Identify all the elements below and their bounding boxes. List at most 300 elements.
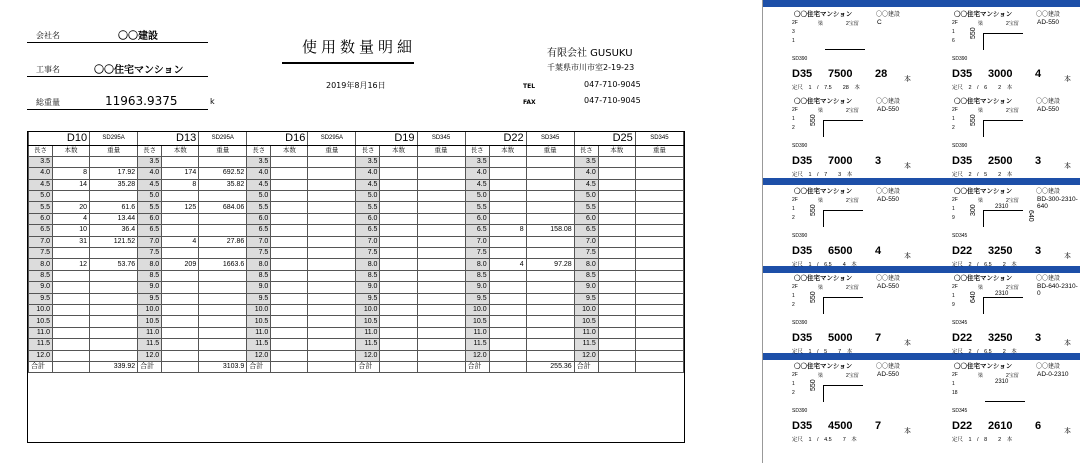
bar-label-card: [763, 186, 921, 270]
bar-label-card: [763, 96, 921, 180]
weight-cell: [90, 293, 138, 304]
table-row: [29, 350, 684, 361]
quantity-unit: 本: [904, 253, 911, 260]
bar-diameter: D22: [952, 420, 973, 432]
count-cell: [271, 259, 308, 270]
bar-mark-b: 6: [952, 38, 955, 44]
length-cell: 7.5: [247, 248, 271, 259]
length-cell: 11.0: [247, 327, 271, 338]
length-cell: 7.5: [138, 248, 162, 259]
quantity-unit: 本: [1064, 253, 1071, 260]
length-cell: 3.5: [247, 156, 271, 167]
table-row: [29, 156, 684, 167]
bar-mark-a: 1: [792, 381, 795, 387]
steel-grade: SD345: [952, 320, 968, 326]
weight-cell: [417, 304, 465, 315]
bar-quantity: 7: [875, 332, 882, 344]
total-weight-cell: 339.92: [90, 361, 138, 372]
count-cell: [271, 236, 308, 247]
count-cell: [162, 327, 199, 338]
weight-cell: [635, 304, 683, 315]
length-cell: 10.5: [247, 316, 271, 327]
quantity-unit: 本: [1064, 163, 1071, 170]
weight-cell: 35.82: [199, 179, 247, 190]
weight-cell: [417, 179, 465, 190]
bar-diameter: D35: [792, 245, 813, 257]
count-cell: 174: [162, 168, 199, 179]
bar-type: 2宝留: [1006, 21, 1019, 27]
company-value: 〇〇建設: [118, 31, 158, 42]
column-header-row: [29, 145, 684, 156]
weight-cell: [308, 225, 356, 236]
length-cell: 10.5: [356, 316, 380, 327]
count-cell: 4: [489, 259, 526, 270]
stock-length-note: 定尺 2 / 6 2 本: [952, 85, 1013, 91]
floor-code: 2F: [792, 197, 798, 203]
count-cell: [162, 191, 199, 202]
count-cell: [271, 202, 308, 213]
weight-cell: [199, 191, 247, 202]
length-cell: 3.5: [574, 156, 598, 167]
count-cell: [53, 304, 90, 315]
length-cell: 12.0: [356, 350, 380, 361]
weight-cell: 692.52: [199, 168, 247, 179]
weight-cell: [90, 327, 138, 338]
length-cell: 4.5: [29, 179, 53, 190]
bar-length: 3250: [988, 245, 1013, 257]
count-cell: [380, 168, 417, 179]
member-type: 梁: [978, 21, 984, 27]
bend-shape-diagram: [823, 297, 863, 314]
stock-length-note: 定尺 1 / 8 2 本: [952, 437, 1013, 443]
length-cell: 11.5: [247, 339, 271, 350]
length-cell: 8.0: [465, 259, 489, 270]
total-label: 合計: [138, 361, 162, 372]
bar-label-card: [923, 9, 1081, 93]
length-cell: 7.0: [247, 236, 271, 247]
bend-shape-diagram: [983, 297, 1023, 314]
steel-grade: SD390: [792, 233, 808, 239]
length-cell: 4.0: [247, 168, 271, 179]
weight-cell: [635, 327, 683, 338]
weight-cell: 61.6: [90, 202, 138, 213]
table-row: [29, 327, 684, 338]
weight-cell: [635, 236, 683, 247]
length-cell: 11.0: [29, 327, 53, 338]
length-cell: 9.0: [574, 282, 598, 293]
count-cell: 8: [162, 179, 199, 190]
client-name: 〇〇建設: [1036, 364, 1061, 370]
count-cell: 8: [489, 225, 526, 236]
weight-cell: [526, 293, 574, 304]
length-cell: 8.0: [574, 259, 598, 270]
total-count-cell: [162, 361, 199, 372]
stock-length-note: 定尺 2 / 5 2 本: [952, 172, 1013, 178]
count-cell: 20: [53, 202, 90, 213]
total-weight-cell: [635, 361, 683, 372]
quantity-unit: 本: [1064, 76, 1071, 83]
length-cell: 10.0: [247, 304, 271, 315]
table-row: [29, 339, 684, 350]
length-cell: 7.0: [356, 236, 380, 247]
length-cell: 5.0: [465, 191, 489, 202]
length-cell: 10.0: [465, 304, 489, 315]
site-name: 〇〇住宅マンション: [954, 363, 1013, 370]
bend-shape-diagram: [983, 210, 1023, 227]
bar-mark-b: 2: [792, 302, 795, 308]
column-header-length: 長さ: [574, 145, 598, 156]
count-cell: 4: [162, 236, 199, 247]
length-cell: 4.0: [356, 168, 380, 179]
client-name: 〇〇建設: [876, 189, 901, 195]
weight-cell: [199, 339, 247, 350]
weight-cell: 36.4: [90, 225, 138, 236]
bend-dimension: 550: [810, 204, 817, 216]
count-cell: [162, 156, 199, 167]
span-dimension: 2310: [995, 204, 1009, 210]
bar-quantity: 4: [1035, 68, 1042, 80]
fax-label: FAX: [523, 99, 536, 106]
weight-cell: [635, 259, 683, 270]
tel-value: 047-710-9045: [584, 80, 641, 89]
weight-cell: [417, 350, 465, 361]
stock-length-note: 定尺 1 / 4.5 7 本: [792, 437, 857, 443]
bar-mark-a: 1: [952, 29, 955, 35]
column-header-count: 本数: [162, 145, 199, 156]
column-header-length: 長さ: [29, 145, 53, 156]
weight-cell: [526, 236, 574, 247]
weight-cell: 158.08: [526, 225, 574, 236]
length-cell: 4.5: [465, 179, 489, 190]
length-cell: 4.0: [574, 168, 598, 179]
column-header-count: 本数: [380, 145, 417, 156]
bar-label-card: [763, 9, 921, 93]
bar-mark-b: 2: [952, 125, 955, 131]
weight-cell: [308, 213, 356, 224]
length-cell: 5.5: [356, 202, 380, 213]
column-header-weight: 重量: [417, 145, 465, 156]
count-cell: [489, 202, 526, 213]
stock-length-note: 定尺 1 / 7.5 28 本: [792, 85, 860, 91]
length-cell: 7.5: [356, 248, 380, 259]
length-cell: 10.0: [138, 304, 162, 315]
bar-length: 3250: [988, 332, 1013, 344]
bar-type: 2宝留: [846, 373, 859, 379]
weight-cell: [417, 202, 465, 213]
count-cell: [489, 350, 526, 361]
length-cell: 4.5: [356, 179, 380, 190]
count-cell: [489, 191, 526, 202]
floor-code: 2F: [792, 20, 798, 26]
count-cell: [162, 213, 199, 224]
weight-cell: [417, 213, 465, 224]
bar-mark-a: 1: [952, 206, 955, 212]
bar-length: 7000: [828, 155, 853, 167]
weight-cell: 121.52: [90, 236, 138, 247]
bar-diameter: D22: [952, 245, 973, 257]
client-name: 〇〇建設: [876, 364, 901, 370]
length-cell: 4.5: [574, 179, 598, 190]
bend-dimension: 300: [970, 204, 977, 216]
bar-length: 2610: [988, 420, 1013, 432]
count-cell: [53, 270, 90, 281]
diameter-name: D13: [138, 132, 199, 145]
count-cell: [380, 156, 417, 167]
shape-code: AD-550: [877, 371, 900, 378]
steel-grade: SD345: [635, 132, 683, 145]
bar-quantity: 3: [1035, 332, 1042, 344]
table-row: [29, 316, 684, 327]
count-cell: 209: [162, 259, 199, 270]
column-header-weight: 重量: [526, 145, 574, 156]
steel-grade: SD345: [952, 233, 968, 239]
bend-shape-diagram: [823, 210, 863, 227]
weight-cell: [417, 259, 465, 270]
bend-shape-diagram: [983, 33, 1023, 50]
length-cell: 11.0: [356, 327, 380, 338]
bend-shape-diagram: [823, 385, 863, 402]
length-cell: 11.5: [574, 339, 598, 350]
length-cell: 9.5: [247, 293, 271, 304]
weight-cell: [635, 179, 683, 190]
table-row: [29, 179, 684, 190]
weight-cell: [635, 282, 683, 293]
length-cell: 11.5: [138, 339, 162, 350]
steel-grade: SD390: [952, 56, 968, 62]
floor-code: 2F: [952, 284, 958, 290]
steel-grade: SD345: [952, 408, 968, 414]
length-cell: 12.0: [247, 350, 271, 361]
count-cell: [53, 156, 90, 167]
length-cell: 6.5: [247, 225, 271, 236]
total-count-cell: [598, 361, 635, 372]
weight-cell: [417, 293, 465, 304]
weight-cell: 97.28: [526, 259, 574, 270]
total-label: 合計: [465, 361, 489, 372]
site-name: 〇〇住宅マンション: [794, 11, 853, 18]
bar-quantity: 4: [875, 245, 882, 257]
count-cell: [271, 168, 308, 179]
column-header-count: 本数: [271, 145, 308, 156]
count-cell: [489, 327, 526, 338]
weight-cell: [526, 339, 574, 350]
count-cell: 31: [53, 236, 90, 247]
totals-row: [29, 361, 684, 372]
length-cell: 10.0: [29, 304, 53, 315]
bar-diameter: D35: [952, 155, 973, 167]
quantity-unit: 本: [1064, 340, 1071, 347]
company-label: 会社名: [36, 31, 60, 40]
site-name: 〇〇住宅マンション: [954, 188, 1013, 195]
column-header-weight: 重量: [90, 145, 138, 156]
length-cell: 5.0: [138, 191, 162, 202]
bar-mark-b: 2: [792, 390, 795, 396]
length-cell: 9.0: [247, 282, 271, 293]
table-row: [29, 293, 684, 304]
bar-mark-a: 1: [952, 293, 955, 299]
length-cell: 12.0: [574, 350, 598, 361]
count-cell: [598, 259, 635, 270]
bend-dimension: 550: [810, 291, 817, 303]
count-cell: [380, 191, 417, 202]
weight-cell: [635, 270, 683, 281]
member-type: 梁: [818, 21, 824, 27]
count-cell: [271, 327, 308, 338]
bar-type: 2宝留: [846, 285, 859, 291]
bar-mark-a: 1: [792, 206, 795, 212]
shape-code: AD-0-2310: [1037, 371, 1069, 378]
bar-type: 2宝留: [846, 108, 859, 114]
bar-mark-b: 9: [952, 302, 955, 308]
weight-cell: [308, 316, 356, 327]
count-cell: [489, 282, 526, 293]
total-label: 合計: [574, 361, 598, 372]
count-cell: [598, 225, 635, 236]
count-cell: [380, 316, 417, 327]
column-header-length: 長さ: [356, 145, 380, 156]
length-cell: 5.5: [465, 202, 489, 213]
client-name: 〇〇建設: [1036, 12, 1061, 18]
weight-cell: [308, 293, 356, 304]
weight-cell: [635, 248, 683, 259]
length-cell: 11.5: [356, 339, 380, 350]
member-type: 梁: [818, 198, 824, 204]
length-cell: 8.5: [247, 270, 271, 281]
column-header-length: 長さ: [247, 145, 271, 156]
table-row: [29, 236, 684, 247]
total-weight-label: 総重量: [36, 98, 60, 107]
total-weight-cell: [308, 361, 356, 372]
steel-grade: SD390: [792, 143, 808, 149]
length-cell: 4.5: [247, 179, 271, 190]
count-cell: [271, 213, 308, 224]
bar-quantity: 3: [1035, 245, 1042, 257]
length-cell: 9.5: [29, 293, 53, 304]
bar-length: 5000: [828, 332, 853, 344]
bar-length: 6500: [828, 245, 853, 257]
stock-length-note: 定尺 1 / 5 7 本: [792, 349, 853, 355]
bend-dimension: 640: [970, 291, 977, 303]
length-cell: 3.5: [465, 156, 489, 167]
count-cell: [271, 282, 308, 293]
shape-code: C: [877, 19, 882, 26]
bend-shape-diagram: [985, 384, 1025, 402]
member-type: 梁: [818, 108, 824, 114]
bar-mark-a: 3: [792, 29, 795, 35]
bend-dimension: 550: [810, 379, 817, 391]
weight-cell: 13.44: [90, 213, 138, 224]
count-cell: [380, 339, 417, 350]
count-cell: [380, 179, 417, 190]
length-cell: 7.0: [29, 236, 53, 247]
table-row: [29, 202, 684, 213]
member-type: 梁: [978, 373, 984, 379]
length-cell: 6.0: [356, 213, 380, 224]
count-cell: [162, 293, 199, 304]
member-type: 梁: [818, 373, 824, 379]
shape-code: AD-550: [1037, 106, 1060, 113]
shape-code: AD-550: [1037, 19, 1060, 26]
client-name: 〇〇建設: [1036, 276, 1061, 282]
length-cell: 10.5: [574, 316, 598, 327]
weight-cell: [526, 327, 574, 338]
shape-code: AD-550: [877, 196, 900, 203]
table-row: [29, 304, 684, 315]
weight-cell: [635, 156, 683, 167]
diameter-name: D22: [465, 132, 526, 145]
count-cell: [380, 202, 417, 213]
count-cell: [380, 225, 417, 236]
weight-cell: [199, 293, 247, 304]
bar-label-card: [763, 361, 921, 445]
total-count-cell: [53, 361, 90, 372]
client-name: 〇〇建設: [1036, 99, 1061, 105]
length-cell: 5.0: [29, 191, 53, 202]
project-underline: [27, 76, 208, 77]
table-row: [29, 282, 684, 293]
total-weight-value: 11963.9375: [105, 94, 178, 108]
table-row: [29, 248, 684, 259]
count-cell: [271, 248, 308, 259]
length-cell: 11.5: [465, 339, 489, 350]
count-cell: [380, 213, 417, 224]
length-cell: 6.0: [29, 213, 53, 224]
length-cell: 9.5: [138, 293, 162, 304]
count-cell: [380, 236, 417, 247]
quantity-unit: 本: [1064, 428, 1071, 435]
weight-cell: [199, 225, 247, 236]
weight-cell: [308, 156, 356, 167]
length-cell: 5.5: [574, 202, 598, 213]
weight-cell: [635, 168, 683, 179]
count-cell: [598, 293, 635, 304]
count-cell: [598, 350, 635, 361]
stock-length-note: 定尺 1 / 7 3 本: [792, 172, 853, 178]
span-dimension: 2310: [995, 291, 1009, 297]
quantity-unit: 本: [904, 428, 911, 435]
bar-quantity: 3: [875, 155, 882, 167]
diameter-header-row: [29, 132, 684, 145]
weight-cell: 1663.6: [199, 259, 247, 270]
weight-cell: [417, 156, 465, 167]
site-name: 〇〇住宅マンション: [794, 275, 853, 282]
client-name: 〇〇建設: [876, 99, 901, 105]
total-label: 合計: [29, 361, 53, 372]
total-weight-cell: 3103.9: [199, 361, 247, 372]
column-header-count: 本数: [53, 145, 90, 156]
weight-cell: [526, 282, 574, 293]
quantity-unit: 本: [904, 340, 911, 347]
weight-cell: [308, 282, 356, 293]
weight-cell: [417, 339, 465, 350]
shape-code: AD-550: [877, 283, 900, 290]
weight-cell: [199, 270, 247, 281]
count-cell: [489, 248, 526, 259]
length-cell: 3.5: [356, 156, 380, 167]
project-value: 〇〇住宅マンション: [94, 65, 184, 76]
bar-quantity: 6: [1035, 420, 1042, 432]
floor-code: 2F: [952, 20, 958, 26]
count-cell: [598, 179, 635, 190]
length-cell: 6.5: [574, 225, 598, 236]
bar-label-card: [923, 186, 1081, 270]
weight-cell: [90, 339, 138, 350]
bar-mark-a: 1: [792, 293, 795, 299]
column-header-weight: 重量: [199, 145, 247, 156]
count-cell: [489, 168, 526, 179]
bend-dimension: 550: [970, 114, 977, 126]
weight-cell: 27.86: [199, 236, 247, 247]
